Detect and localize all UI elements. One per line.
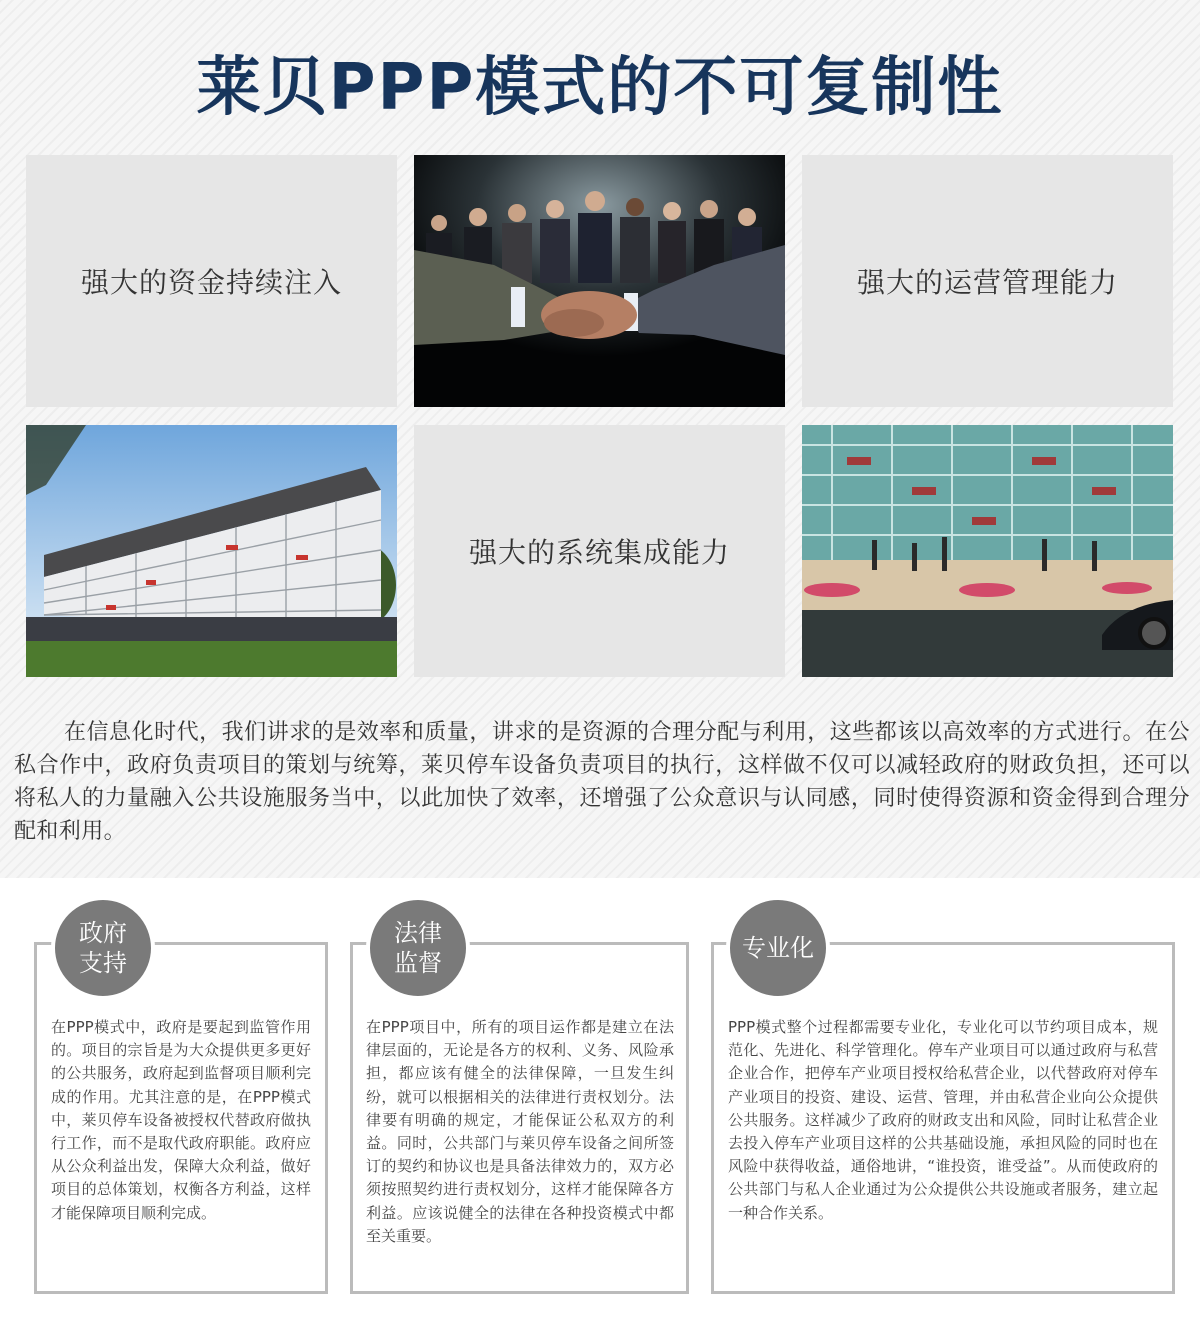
badge-legal-line2: 监督	[394, 949, 442, 977]
glass-parking-tower-photo	[802, 425, 1173, 677]
parking-garage-photo	[26, 425, 397, 677]
tile-operations	[802, 155, 1173, 407]
tile-capital-label: 强大的资金持续注入	[80, 266, 342, 299]
badge-legal-supervision	[366, 896, 470, 1000]
badge-legal-line1: 法律	[394, 919, 442, 947]
card-government-text: 在PPP模式中，政府是要起到监管作用的。项目的宗旨是为大众提供更多更好的公共服务，政府起到监督项目顺利完成的作用。尤其注意的是，在PPP模式中，莱贝停车设备被授权代替政府做执行工作，而不是取代政府职能。政府应从公众利益出发，保障大众利益，做好项目的总体策划，权衡各方利益，这样才能保障项目顺利完成。	[51, 1018, 311, 1222]
page-title: 莱贝PPP模式的不可复制性	[196, 51, 1004, 125]
tile-integration	[414, 425, 785, 677]
tile-operations-label: 强大的运营管理能力	[856, 266, 1118, 299]
badge-government-line2: 支持	[79, 949, 127, 977]
badge-government-support	[51, 896, 155, 1000]
tile-capital	[26, 155, 397, 407]
badge-government-line1: 政府	[79, 919, 127, 947]
badge-professional-label: 专业化	[742, 934, 814, 962]
badge-professionalization	[726, 896, 830, 1000]
intro-paragraph: 在信息化时代，我们讲求的是效率和质量，讲求的是资源的合理分配与利用，这些都该以高效率的方式进行。在公私合作中，政府负责项目的策划与统筹，莱贝停车设备负责项目的执行，这样做不仅可以减轻政府的财政负担，还可以将私人的力量融入公共设施服务当中，以此加快了效率，还增强了公众意识与认同感，同时使得资源和资金得到合理分配和利用。	[14, 720, 1190, 844]
card-professional-text: PPP模式整个过程都需要专业化，专业化可以节约项目成本，规范化、先进化、科学管理化。停车产业项目可以通过政府与私营企业合作，把停车产业项目授权给私营企业，以代替政府对停车产业项目的投资、建设、运营、管理，并由私营企业向公众提供公共服务。这样减少了政府的财政支出和风险，同时让私营企业去投入停车产业项目这样的公共基础设施，承担风险的同时也在风险中获得收益，通俗地讲，“谁投资，谁受益”。从而使政府的公共部门与私人企业通过为公众提供公共设施或者服务，建立起一种合作关系。	[728, 1018, 1158, 1222]
handshake-business-photo	[414, 155, 785, 407]
tile-integration-label: 强大的系统集成能力	[468, 536, 730, 569]
card-legal-text: 在PPP项目中，所有的项目运作都是建立在法律层面的，无论是各方的权利、义务、风险承担，都应该有健全的法律保障，一旦发生纠纷，就可以根据相关的法律进行责权划分。法律要有明确的规定，才能保证公私双方的利益。同时，公共部门与莱贝停车设备之间所签订的契约和协议也是具备法律效力的，双方必须按照契约进行责权划分，这样才能保障各方利益。应该说健全的法律在各种投资模式中都至关重要。	[366, 1018, 674, 1245]
